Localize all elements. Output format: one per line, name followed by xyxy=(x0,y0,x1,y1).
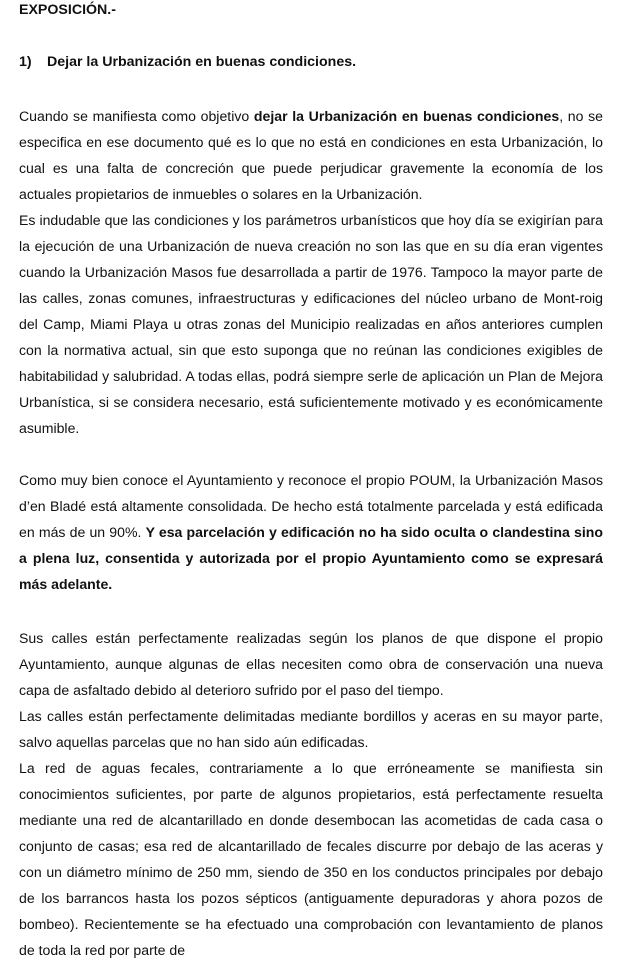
paragraph-text: Como muy bien conoce el Ayuntamiento y reconoce el propio POUM, la Urbanización Masos d’en Bladé está altamente consolidada. De hecho está totalmente parcelada y está edificada en más de un 90%. xyxy=(19,472,603,540)
document-heading: EXPOSICIÓN.- xyxy=(19,2,116,18)
paragraph-objective xyxy=(19,103,603,207)
paragraph-conditions: Es indudable que las condiciones y los parámetros urbanísticos que hoy día se exigirían para la ejecución de una Urbanización de nueva creación no son las que en su día eran vigentes cuando la Urbanización Masos fue desarrollada a partir de 1976. Tampoco la mayor parte de las calles, zonas comunes, infraestructuras y edificaciones del núcleo urbano de Mont-roig del Camp, Miami Playa u otras zonas del Municipio realizadas en años anteriores cumplen con la normativa actual, sin que esto suponga que no reúnan las condiciones exigibles de habitabilidad y salubridad. A todas ellas, podrá siempre serle de aplicación un Plan de Mejora Urbanística, si se considera necesario, está suficientemente motivado y es económicamente asumible. xyxy=(19,212,603,436)
paragraph-sewage: La red de aguas fecales, contrariamente a lo que erróneamente se manifiesta sin conocimientos suficientes, por parte de algunos propietarios, está perfectamente resuelta mediante una red de alcantarillado en donde desembocan las acometidas de cada casa o conjunto de casas; esa red de alcantarillado de fecales discurre por debajo de las aceras y con un diámetro mínimo de 250 mm, siendo de 350 en los conductos principales por debajo de los barrancos hasta los pozos sépticos (antiguamente depuradoras y ahora pozos de bombeo). Recientemente se ha efectuado una comprobación con levantamiento de planos de toda la red por parte de xyxy=(19,760,603,958)
paragraph-text: , no se especifica en ese documento qué es lo que no está en condiciones en esta Urbanización, lo cual es una falta de concreción que puede perjudicar gravemente la economía de los actuales propietarios de inmuebles o solares en la Urbanización. xyxy=(19,108,604,202)
paragraph-streets: Sus calles están perfectamente realizadas según los planos de que dispone el propio Ayuntamiento, aunque algunas de ellas necesiten como obra de conservación una nueva capa de asfaltado debido al deterioro sufrido por el paso del tiempo. xyxy=(19,630,603,698)
paragraph-bold-text: dejar la Urbanización en buenas condiciones xyxy=(253,108,560,124)
paragraph-consolidated xyxy=(19,467,603,597)
section-number: 1) xyxy=(19,54,32,70)
section-title xyxy=(19,54,356,70)
section-title-text: Dejar la Urbanización en buenas condiciones. xyxy=(47,54,357,70)
paragraph-text: Cuando se manifiesta como objetivo xyxy=(19,108,254,124)
paragraph-curbs: Las calles están perfectamente delimitadas mediante bordillos y aceras en su mayor parte, salvo aquellas parcelas que no han sido aún edificadas. xyxy=(19,708,603,750)
paragraph-bold-text: Y esa parcelación y edificación no ha sido oculta o clandestina sino a plena luz, consentida y autorizada por el propio Ayuntamiento como se expresará más adelante. xyxy=(19,524,603,592)
